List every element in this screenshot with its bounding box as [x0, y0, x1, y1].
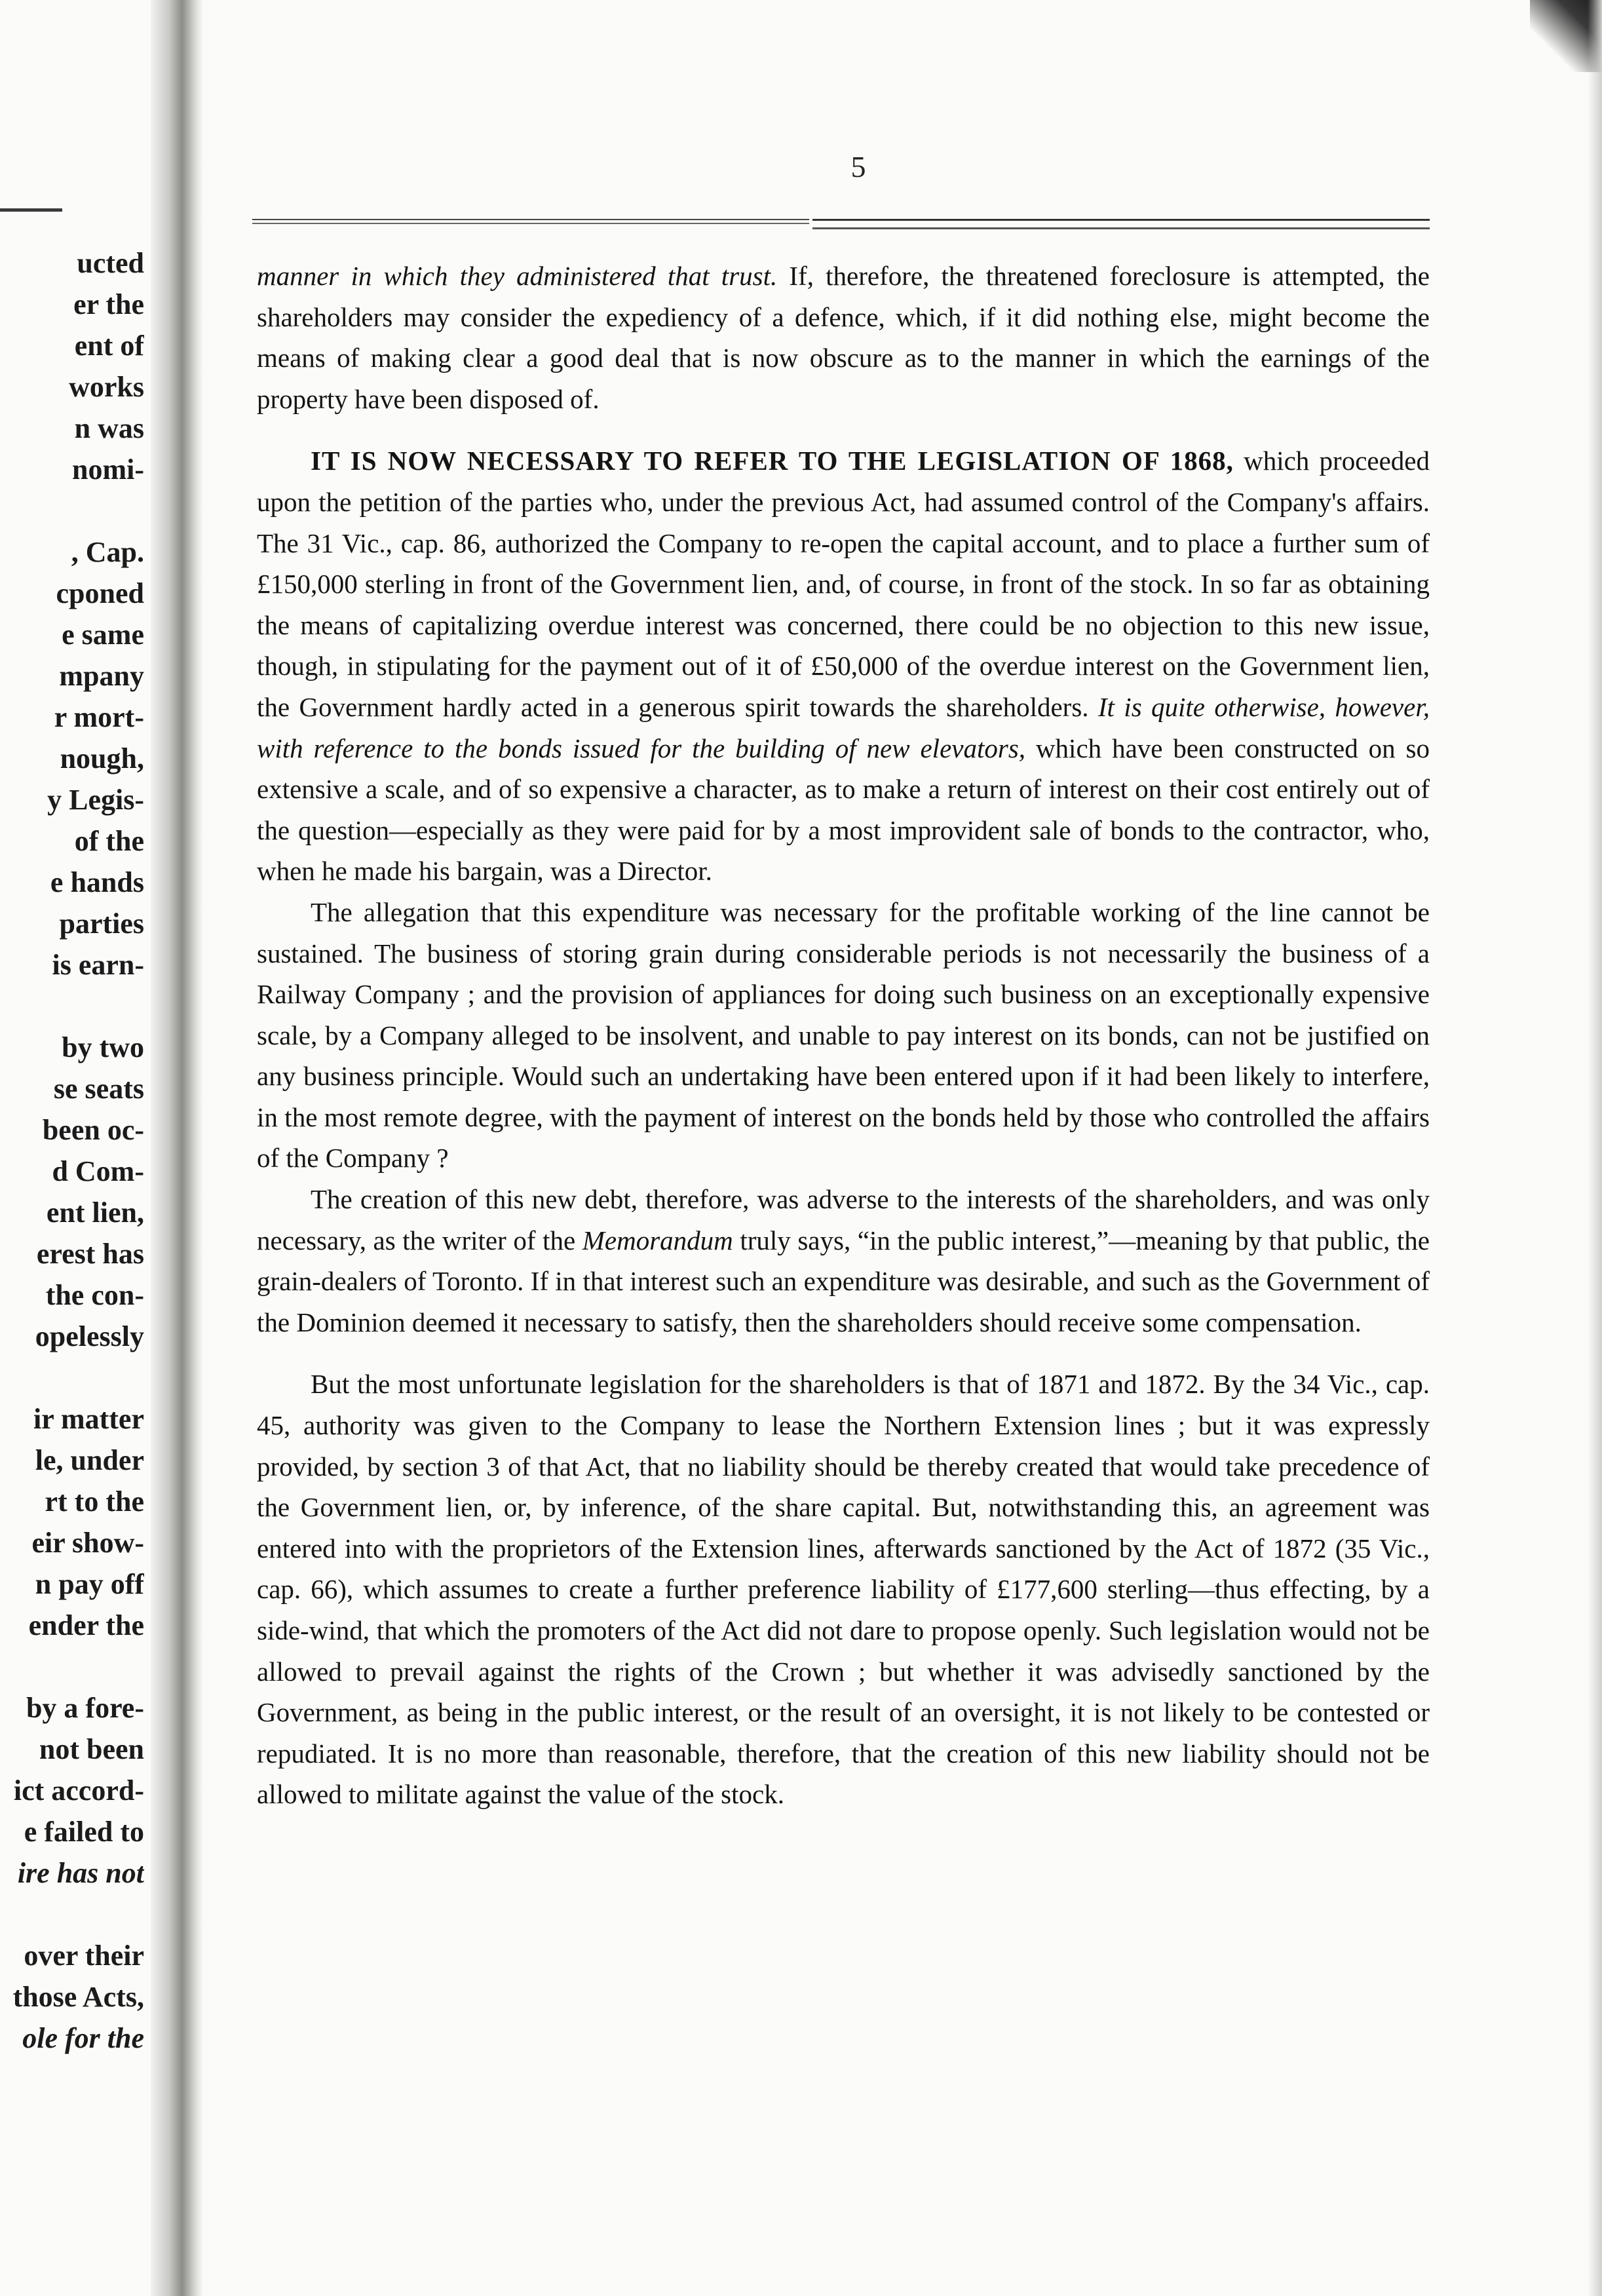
paragraph-2-text-b: which have been constructed on so extensive a scale, and of so expensive a character, as to make a return of interest on their cost entirely out of the question—especially as they were paid for by a most improvident sale of bonds to the contractor, who, when he made his bargain, was a Director.: [257, 733, 1430, 887]
left-fragment-line: ole for the: [22, 2022, 144, 2054]
paragraph-1-text: If, therefore, the threatened foreclosure is attempted, the shareholders may consider the expediency of a defence, which, if it did nothing else, might become the means of making clear a good deal that is now obscure as to the manner in which the earnings of the property have been disposed of.: [257, 261, 1430, 414]
left-page-rule: [0, 208, 62, 212]
paragraph-3: The allegation that this expenditure was necessary for the profitable working of the line cannot be sustained. The business of storing grain during considerable periods is not necessarily the business of a Railway Company ; and the provision of appliances for doing such business on an exceptionally expensive scale, by a Company alleged to be insolvent, and unable to pay interest on its bonds, can not be justified on any business principle. Would such an undertaking have been entered upon if it had been likely to interfere, in the most remote degree, with the payment of interest on the bonds held by those who controlled the affairs of the Company ?: [257, 896, 1430, 1174]
left-page-fragment: [0, 242, 144, 2059]
left-fragment-line: n was: [74, 412, 144, 444]
paragraph-1-italic: manner in which they administered that trust.: [257, 261, 778, 291]
header-rule-right: [812, 219, 1430, 229]
left-fragment-line: , Cap.: [71, 536, 144, 568]
left-fragment-line: over their: [24, 1940, 144, 1972]
paragraph-2: [257, 440, 1430, 892]
left-fragment-line: ent of: [74, 330, 144, 362]
paragraph-4-italic: Memorandum: [582, 1225, 733, 1255]
left-fragment-line: er the: [73, 288, 144, 320]
left-fragment-line: the con-: [45, 1279, 144, 1311]
left-fragment-line: se seats: [53, 1073, 144, 1105]
left-fragment-line: le, under: [35, 1444, 144, 1476]
left-fragment-line: ucted: [77, 247, 144, 279]
left-fragment-line: ict accord-: [13, 1774, 144, 1807]
paragraph-2-text-a: which proceeded upon the petition of the parties who, under the previous Act, had assumed control of the Company's affairs. The 31 Vic., cap. 86, authorized the Company to re-open the capital account, and to place a further sum of £150,000 sterling in front of the Government lien, and, of course, in front of the stock. In so far as obtaining the means of capitalizing overdue interest was concerned, there could be no objection to this new issue, though, in stipulating for the payment out of it of £50,000 of the overdue interest on the Government lien, the Government hardly acted in a generous spirit towards the shareholders.: [257, 446, 1430, 722]
paragraph-2-italic: It is quite otherwise, however, with reference to the bonds issued for the building of new elevators,: [257, 691, 1430, 763]
left-fragment-line: ent lien,: [46, 1196, 144, 1229]
paragraph-1: [257, 256, 1430, 419]
left-fragment-line: d Com-: [52, 1155, 144, 1187]
left-fragment-line: opelessly: [35, 1320, 144, 1352]
page-edge-shadow: [1588, 0, 1602, 2296]
left-fragment-line: [0, 1357, 144, 1398]
left-fragment-line: not been: [39, 1733, 144, 1765]
section-heading: IT IS NOW NECESSARY TO REFER TO THE LEGISLATION OF 1868,: [311, 446, 1234, 476]
left-fragment-line: by two: [62, 1031, 144, 1063]
binding-gutter: [151, 0, 203, 2296]
left-fragment-line: [0, 490, 144, 531]
left-fragment-line: [0, 1894, 144, 1935]
main-text: [257, 256, 1430, 1815]
left-fragment-line: ender the: [28, 1609, 144, 1641]
left-fragment-line: e hands: [50, 866, 144, 898]
left-fragment-line: erest has: [36, 1238, 144, 1270]
left-fragment-line: mpany: [59, 660, 144, 692]
left-fragment-line: [0, 1646, 144, 1687]
left-fragment-line: n pay off: [35, 1568, 144, 1600]
left-fragment-line: e failed to: [24, 1816, 144, 1848]
paragraph-4-text-a: The creation of this new debt, therefore, was adverse to the interests of the shareholders, and was only necessary, as the writer of the: [257, 1184, 1430, 1255]
paragraph-4-text-b: truly says, “in the public interest,”—meaning by that public, the grain-dealers of Toronto. If in that interest such an expenditure was desirable, and such as the Government of the Dominion deemed it necessary to satisfy, then the shareholders should receive some compensation.: [257, 1225, 1430, 1337]
left-fragment-line: eir show-: [31, 1527, 144, 1559]
left-fragment-line: e same: [62, 619, 144, 651]
left-fragment-line: those Acts,: [12, 1981, 144, 2013]
left-fragment-line: been oc-: [42, 1114, 144, 1146]
left-fragment-line: ir matter: [33, 1403, 144, 1435]
left-fragment-line: y Legis-: [47, 784, 144, 816]
left-fragment-line: cponed: [56, 577, 144, 609]
paragraph-4: [257, 1179, 1430, 1343]
left-fragment-line: nomi-: [72, 453, 144, 486]
paragraph-5: But the most unfortunate legislation for the shareholders is that of 1871 and 1872. By the 34 Vic., cap. 45, authority was given to the Company to lease the Northern Extension lines ; but it was expressly provided, by section 3 of that Act, that no liability should be thereby created that would take precedence of the Government lien, or, by inference, of the share capital. But, notwithstanding this, an agreement was entered into with the proprietors of the Extension lines, afterwards sanctioned by the Act of 1872 (35 Vic., cap. 66), which assumes to create a further preference liability of £177,600 sterling—thus effecting, by a side-wind, that which the promoters of the Act did not dare to propose openly. Such legislation would not be allowed to prevail against the rights of the Crown ; but whether it was advisedly sanctioned by the Government, as being in the public interest, or the result of an oversight, it is not likely to be contested or repudiated. It is no more than reasonable, therefore, that the creation of this new liability should not be allowed to militate against the value of the stock.: [257, 1369, 1430, 1810]
page-number: 5: [850, 150, 866, 183]
left-fragment-line: is earn-: [52, 949, 144, 981]
left-fragment-line: of the: [74, 825, 144, 857]
header-rule-left: [252, 219, 809, 224]
left-fragment-line: nough,: [60, 742, 144, 775]
left-fragment-line: r mort-: [54, 701, 144, 733]
left-fragment-line: parties: [59, 908, 144, 940]
left-fragment-line: ire has not: [17, 1857, 144, 1889]
left-fragment-line: [0, 985, 144, 1027]
left-fragment-line: by a fore-: [26, 1692, 144, 1724]
left-fragment-line: rt to the: [45, 1485, 144, 1518]
left-fragment-line: works: [69, 371, 144, 403]
